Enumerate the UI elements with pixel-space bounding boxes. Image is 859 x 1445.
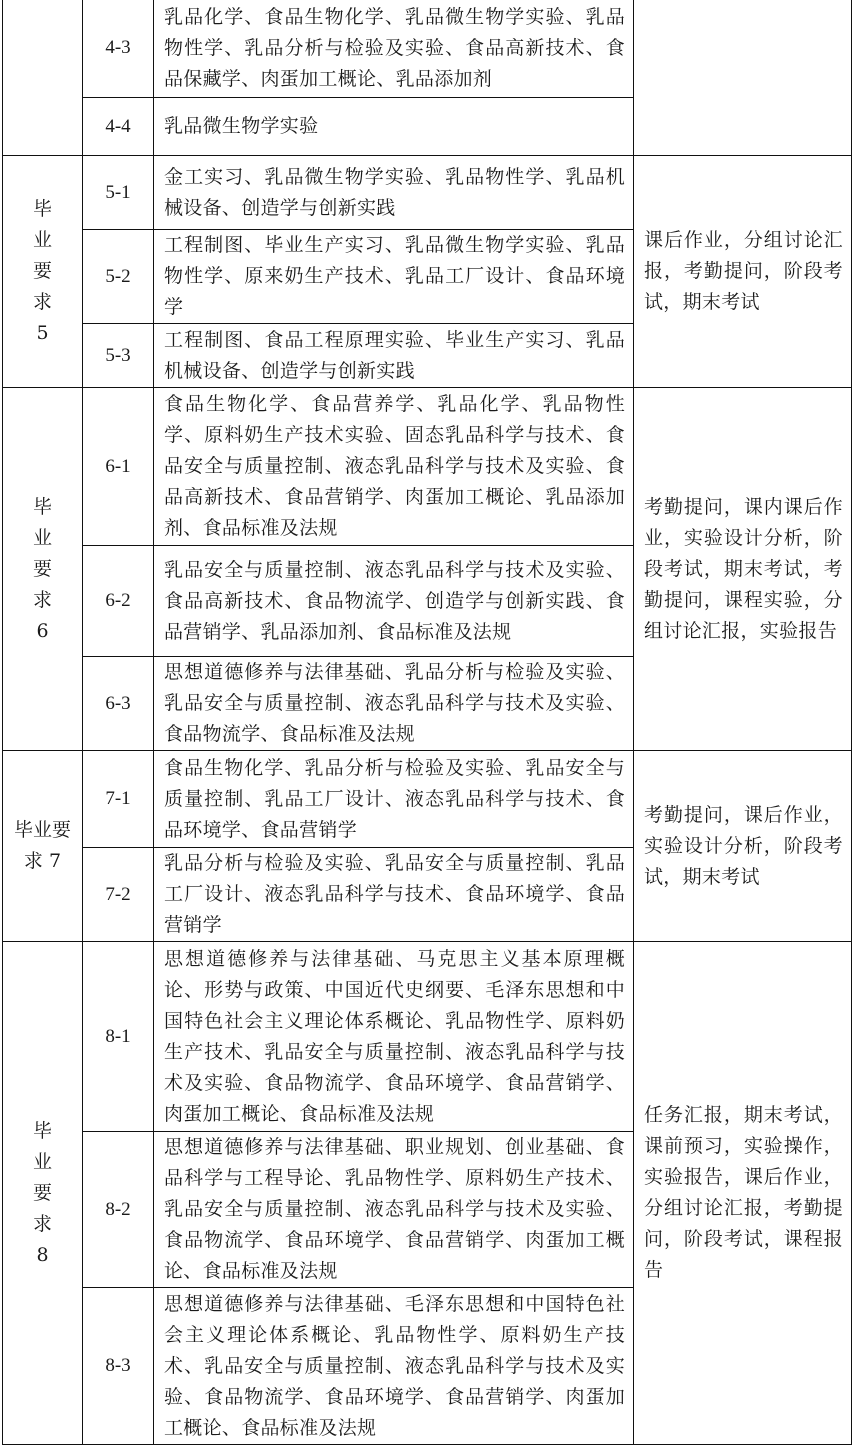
assessment-methods: 考勤提问，课内课后作业，实验设计分析，阶段考试，期末考试，考勤提问，课程实验，分组讨论汇报，实验报告: [634, 388, 852, 751]
assessment-methods: [634, 0, 852, 156]
table-row: [3, 942, 852, 1132]
indicator-code: 6-3: [83, 657, 154, 751]
table-row: [3, 0, 852, 98]
requirement-label: 毕业要求5: [32, 198, 52, 344]
requirement-group-cell: [3, 388, 83, 751]
indicator-code: 4-4: [83, 98, 154, 156]
course-list: 思想道德修养与法律基础、毛泽东思想和中国特色社会主义理论体系概论、乳品物性学、原料奶生产技术、乳品安全与质量控制、液态乳品科学与技术及实验、食品物流学、食品环境学、食品营销学、肉蛋加工概论、食品标准及法规: [154, 1288, 634, 1445]
requirement-group-cell: [3, 156, 83, 388]
requirement-group-cell: [3, 0, 83, 156]
table-row: [3, 751, 852, 848]
course-list: 工程制图、毕业生产实习、乳品微生物学实验、乳品物性学、原来奶生产技术、乳品工厂设计、食品环境学: [154, 230, 634, 324]
course-list: 乳品化学、食品生物化学、乳品微生物学实验、乳品物性学、乳品分析与检验及实验、食品高新技术、食品保藏学、肉蛋加工概论、乳品添加剂: [154, 0, 634, 98]
course-list: 工程制图、食品工程原理实验、毕业生产实习、乳品机械设备、创造学与创新实践: [154, 324, 634, 388]
indicator-code: 7-1: [83, 751, 154, 848]
assessment-methods: 课后作业，分组讨论汇报，考勤提问，阶段考试，期末考试: [634, 156, 852, 388]
course-list: 金工实习、乳品微生物学实验、乳品物性学、乳品机械设备、创造学与创新实践: [154, 156, 634, 230]
indicator-code: 6-2: [83, 546, 154, 657]
course-list: 乳品安全与质量控制、液态乳品科学与技术及实验、食品高新技术、食品物流学、创造学与创新实践、食品营销学、乳品添加剂、食品标准及法规: [154, 546, 634, 657]
indicator-code: 8-1: [83, 942, 154, 1132]
course-list: 食品生物化学、食品营养学、乳品化学、乳品物性学、原料奶生产技术实验、固态乳品科学与技术、食品安全与质量控制、液态乳品科学与技术及实验、食品高新技术、食品营销学、肉蛋加工概论、乳品添加剂、食品标准及法规: [154, 388, 634, 546]
indicator-code: 8-3: [83, 1288, 154, 1445]
table-row: [3, 156, 852, 230]
course-list: 思想道德修养与法律基础、职业规划、创业基础、食品科学与工程导论、乳品物性学、原料奶生产技术、乳品安全与质量控制、液态乳品科学与技术及实验、食品物流学、食品环境学、食品营销学、肉蛋加工概论、食品标准及法规: [154, 1132, 634, 1288]
requirement-label: 毕业要求8: [32, 1119, 52, 1266]
requirement-group-cell: [3, 751, 83, 942]
indicator-code: 6-1: [83, 388, 154, 546]
table-row: [3, 388, 852, 546]
requirements-table: [2, 0, 852, 1445]
requirement-label: 毕业要求 7: [13, 819, 71, 872]
assessment-methods: 任务汇报，期末考试，课前预习，实验操作，实验报告，课后作业，分组讨论汇报，考勤提问，阶段考试，课程报告: [634, 942, 852, 1445]
indicator-code: 7-2: [83, 848, 154, 942]
indicator-code: 5-1: [83, 156, 154, 230]
course-list: 食品生物化学、乳品分析与检验及实验、乳品安全与质量控制、乳品工厂设计、液态乳品科学与技术、食品环境学、食品营销学: [154, 751, 634, 848]
indicator-code: 5-3: [83, 324, 154, 388]
indicator-code: 8-2: [83, 1132, 154, 1288]
course-list: 乳品分析与检验及实验、乳品安全与质量控制、乳品工厂设计、液态乳品科学与技术、食品环境学、食品营销学: [154, 848, 634, 942]
requirement-label: 毕业要求6: [32, 495, 52, 642]
assessment-methods: 考勤提问，课后作业，实验设计分析，阶段考试，期末考试: [634, 751, 852, 942]
indicator-code: 4-3: [83, 0, 154, 98]
indicator-code: 5-2: [83, 230, 154, 324]
course-list: 乳品微生物学实验: [154, 98, 634, 156]
course-list: 思想道德修养与法律基础、乳品分析与检验及实验、乳品安全与质量控制、液态乳品科学与技术及实验、食品物流学、食品标准及法规: [154, 657, 634, 751]
requirement-group-cell: [3, 942, 83, 1445]
course-list: 思想道德修养与法律基础、马克思主义基本原理概论、形势与政策、中国近代史纲要、毛泽东思想和中国特色社会主义理论体系概论、乳品物性学、原料奶生产技术、乳品安全与质量控制、液态乳品科学与技术及实验、食品物流学、食品环境学、食品营销学、肉蛋加工概论、食品标准及法规: [154, 942, 634, 1132]
